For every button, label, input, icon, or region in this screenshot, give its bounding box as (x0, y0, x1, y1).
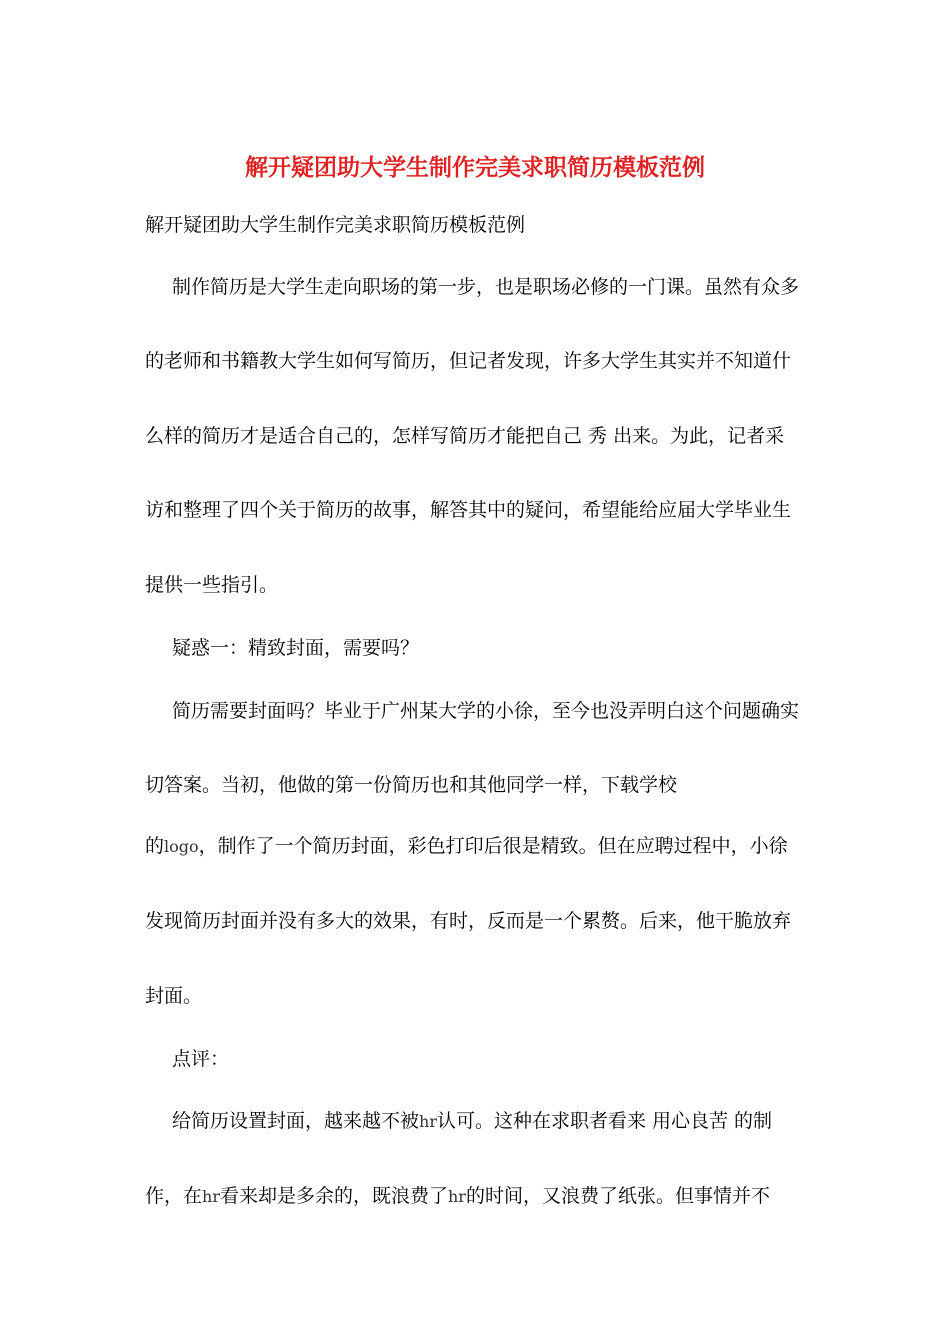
question-heading: 疑惑一：精致封面，需要吗？ (172, 637, 420, 659)
intro-line-4: 访和整理了四个关于简历的故事，解答其中的疑问，希望能给应届大学毕业生 (145, 499, 792, 521)
intro-line-5: 提供一些指引。 (145, 574, 279, 596)
logo-word: logo (164, 837, 199, 856)
story-line-2: 切答案。当初，他做的第一份简历也和其他同学一样，下载学校 (145, 774, 678, 796)
intro-line-1: 制作简历是大学生走向职场的第一步，也是职场必修的一门课。虽然有众多 (172, 276, 800, 298)
story-line-1: 简历需要封面吗？毕业于广州某大学的小徐，至今也没弄明白这个问题确实 (172, 700, 800, 722)
document-title: 解开疑团助大学生制作完美求职简历模板范例 (245, 155, 705, 181)
comment-line-1-part-c: 认可。这种在求职者看来 用心良苦 的制 (436, 1110, 773, 1132)
comment-heading: 点评： (172, 1048, 230, 1070)
intro-line-2: 的老师和书籍教大学生如何写简历，但记者发现，许多大学生其实并不知道什 (145, 350, 792, 372)
comment-line-2-part-e: 的时间，又浪费了纸张。但事情并不 (465, 1185, 770, 1207)
story-line-5: 封面。 (145, 985, 203, 1007)
story-line-3-part-c: ，制作了一个简历封面，彩色打印后很是精致。但在应聘过程中，小徐 (198, 835, 788, 857)
story-line-3-part-a: 的 (145, 835, 165, 857)
story-line-3 (145, 832, 788, 861)
hr-word: hr (419, 1112, 437, 1131)
document-subtitle: 解开疑团助大学生制作完美求职简历模板范例 (145, 214, 526, 236)
comment-line-2-part-a: 作，在 (145, 1185, 203, 1207)
hr-word: hr (202, 1187, 220, 1206)
story-line-4: 发现简历封面并没有多大的效果，有时，反而是一个累赘。后来，他干脆放弃 (145, 910, 792, 932)
comment-line-2-part-c: 看来却是多余的，既浪费了 (219, 1185, 448, 1207)
intro-line-3: 么样的简历才是适合自己的，怎样写简历才能把自己 秀 出来。为此，记者采 (145, 425, 785, 447)
hr-word: hr (447, 1187, 466, 1206)
comment-line-2 (145, 1182, 770, 1211)
comment-line-1-part-a: 给简历设置封面，越来越不被 (172, 1110, 420, 1132)
comment-line-1 (172, 1107, 772, 1136)
